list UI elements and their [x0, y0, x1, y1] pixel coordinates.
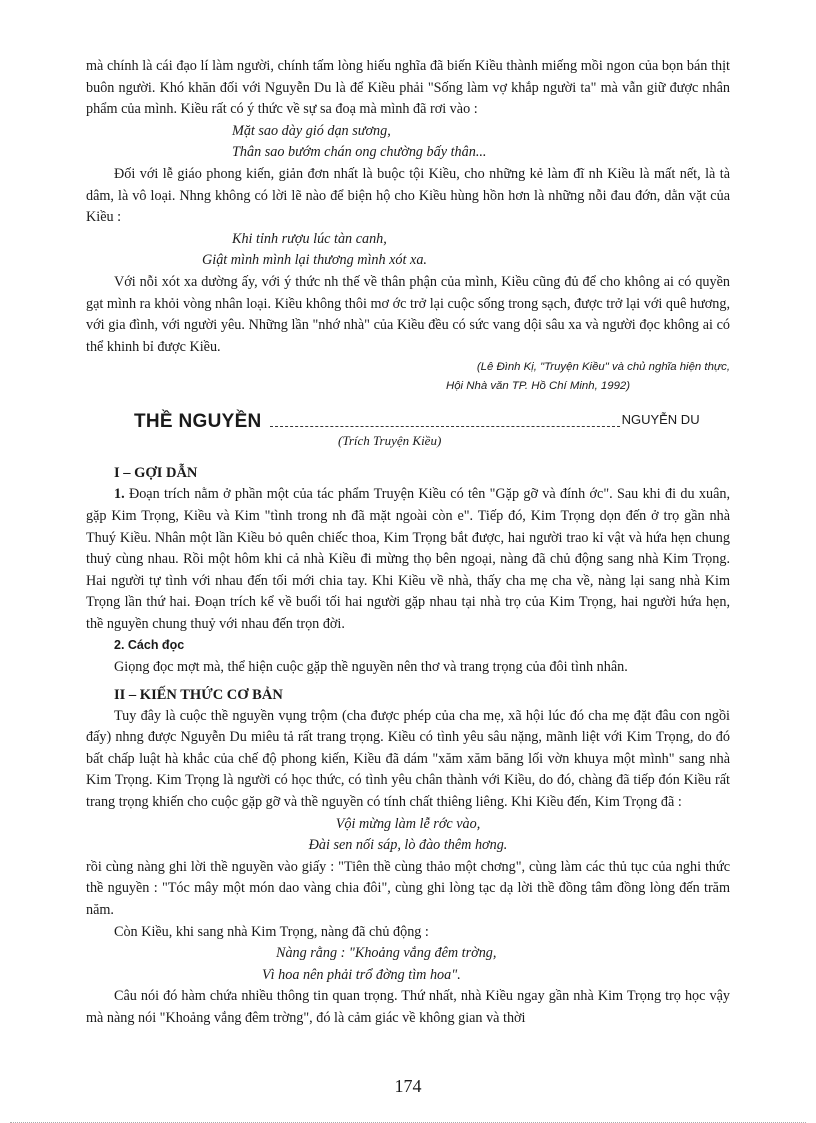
item-number: 1.	[114, 486, 125, 503]
lesson-author: NGUYỄN DU	[621, 411, 700, 427]
poem-line: Vì hoa nên phải trổ đờng tìm hoa".	[262, 966, 461, 983]
title-rule	[270, 425, 620, 427]
paragraph	[86, 484, 730, 635]
lesson-title: THỀ NGUYỀN	[134, 410, 262, 432]
paragraph: mà chính là cái đạo lí làm người, chính tấm lòng hiếu nghĩa đã biến Kiều thành miếng mồi ngon của bọn bán thịt buôn người. Khó khăn đối với Nguyễn Du là để Kiều phải "Sống làm vợ khắp người ta" mà vẫn giữ được nhân phẩm của mình. Kiều rất có ý thức về sự sa đoạ mà mình đã rơi vào :	[86, 58, 730, 118]
paragraph: Với nỗi xót xa dường ấy, với ý thức nh thế về thân phận của mình, Kiều cũng đủ để cho không ai có quyền gạt mình ra khỏi vòng nhân loại. Kiều không thôi mơ ớc trở lại cuộc sống trong sạch, được trở lại với quê hương, với gia đình, với người yêu. Những lần "nhớ nhà" của Kiều đều có sức vang dội sâu xa và người đọc không ai có thể khinh bỉ được Kiều.	[86, 273, 730, 355]
citation-line: (Lê Đình Kị, "Truyện Kiều" và chủ nghĩa hiện thực,	[476, 361, 730, 374]
subheading	[114, 635, 730, 657]
section-heading: II – KIẾN THỨC CƠ BẢN	[114, 686, 283, 703]
paragraph: Tuy đây là cuộc thề nguyền vụng trộm (cha được phép của cha mẹ, xã hội lúc đó cha mẹ đặt đâu con ngồi đấy) nhng được Nguyễn Du miêu tả rất trang trọng. Kiều có tình yêu sâu nặng, mãnh liệt với Kim Trọng, do đó bất chấp luật hà khắc của chế độ phong kiến, Kiều đã dám "xăm xăm băng lối vờn khuya một mình" sang nhà Kim Trọng. Kim Trọng là người có học thức, có tình yêu chân thành với Kiều, do đó, chàng đã tiếp đón Kiều rất trang trọng khiến cho cuộc gặp gỡ và thề nguyền có tính chất thiêng liêng. Khi Kiều đến, Kim Trọng đã :	[86, 707, 730, 811]
poem-line: Thân sao bướm chán ong chường bấy thân...	[232, 144, 487, 161]
poem-line: Vội mừng làm lễ rớc vào,	[335, 815, 481, 832]
lesson-header	[134, 406, 730, 432]
paragraph: rồi cùng nàng ghi lời thề nguyền vào giấy : "Tiên thề cùng thảo một chơng", cùng làm các thủ tục của nghi thức thề nguyền : "Tóc mây một món dao vàng chia đôi", cùng ghi lòng tạc dạ lời thề đồng tâm đồng lòng đến trăm năm.	[86, 858, 730, 918]
citation-line: Hội Nhà văn TP. Hồ Chí Minh, 1992)	[446, 380, 631, 393]
poem-line: Khi tỉnh rượu lúc tàn canh,	[232, 230, 387, 247]
paragraph: Đối với lễ giáo phong kiến, giản đơn nhất là buộc tội Kiều, cho những kẻ làm đĩ nh Kiều là mất nết, là tà dâm, là vô loại. Nhng không có lời lẽ nào để biện hộ cho Kiều hùng hồn hơn là những nỗi đau đớn, dằn vặt của Kiều :	[86, 165, 730, 226]
lesson-subtitle: (Trích Truyện Kiều)	[338, 433, 442, 449]
page-number: 174	[394, 1076, 422, 1096]
section-heading: I – GỢI DẪN	[114, 465, 198, 482]
subheading-text: 2. Cách đọc	[114, 638, 185, 653]
paragraph: Giọng đọc mợt mà, thể hiện cuộc gặp thề nguyền nên thơ và trang trọng của đôi tình nhân.	[114, 659, 628, 676]
poem-line: Nàng rằng : "Khoảng vắng đêm trờng,	[276, 945, 497, 962]
poem-line: Đài sen nối sáp, lò đào thêm hơng.	[308, 837, 508, 854]
page-body	[86, 56, 730, 1030]
paragraph: Câu nói đó hàm chứa nhiều thông tin quan trọng. Thứ nhất, nhà Kiều ngay gần nhà Kim Trọng trọ học vậy mà nàng nói "Khoảng vắng đêm trờng", đó là cảm giác về không gian và thời	[86, 988, 730, 1026]
item-text: Đoạn trích nằm ở phần một của tác phẩm Truyện Kiều có tên "Gặp gỡ và đính ớc". Sau khi đi du xuân, gặp Kim Trọng, Kiều và Kim "tình trong nh đã mặt ngoài còn e". Tiếp đó, Kim Trọng dọn đến ở trọ gần nhà Thuý Kiều. Nhân một lần Kiều bỏ quên chiếc thoa, Kim Trọng bắt được, hai người trao kỉ vật và hứa hẹn chung thuỷ cùng nhau. Rồi một hôm khi cả nhà Kiều đi mừng thọ bên ngoại, nàng đã chủ động sang nhà Kim Trọng. Hai người tự tình với nhau đến tối mới chia tay. Khi Kiều về nhà, thấy cha mẹ cha về, nàng lại sang nhà Kim Trọng lần thứ hai. Đoạn trích kể về buổi tối hai người gặp nhau tại nhà trọ của Kim Trọng, hai người hứa hẹn, thề nguyền chung thuỷ với nhau đến trọn đời.	[86, 486, 731, 632]
paragraph: Còn Kiều, khi sang nhà Kim Trọng, nàng đã chủ động :	[114, 923, 429, 940]
poem-line: Giật mình mình lại thương mình xót xa.	[202, 252, 427, 269]
poem-line: Mặt sao dày gió dạn sương,	[232, 122, 391, 139]
